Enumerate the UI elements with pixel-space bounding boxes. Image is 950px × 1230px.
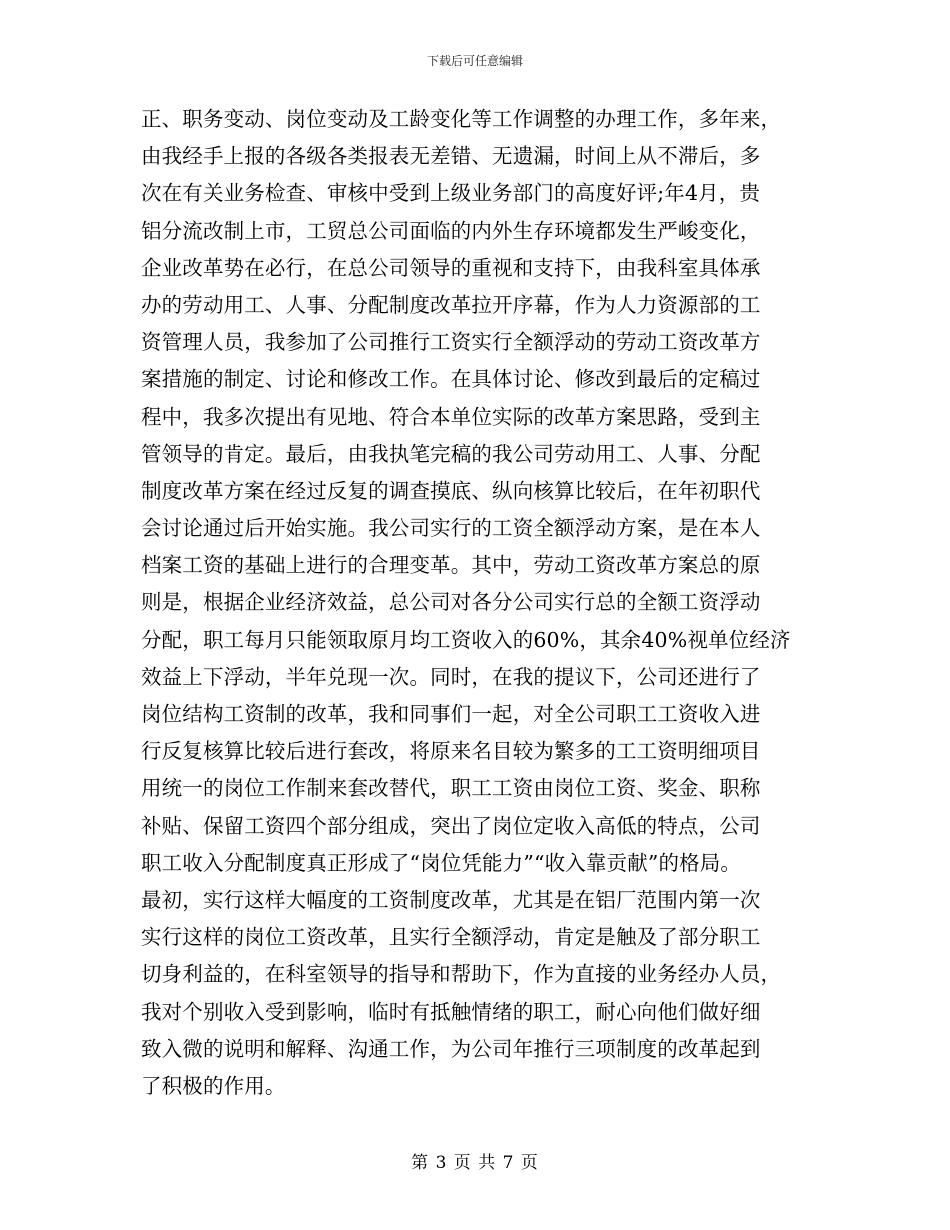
text-line: 效益上下浮动，半年兑现一次。同时，在我的提议下，公司还进行了 — [141, 664, 761, 689]
text-line: 最初，实行这样大幅度的工资制度改革，尤其是在铝厂范围内第一次 — [141, 887, 761, 912]
text-line: 致入微的说明和解释、沟通工作，为公司年推行三项制度的改革起到 — [141, 1036, 761, 1061]
text-line: 次在有关业务检查、审核中受到上级业务部门的高度好评;年4月，贵 — [141, 181, 761, 206]
text-line: 企业改革势在必行，在总公司领导的重视和支持下，由我科室具体承 — [141, 255, 761, 280]
text-line: 管领导的肯定。最后，由我执笔完稿的我公司劳动用工、人事、分配 — [141, 441, 761, 466]
text-line: 岗位结构工资制的改革，我和同事们一起，对全公司职工工资收入进 — [141, 702, 761, 726]
text-line: 分配，职工每月只能领取原月均工资收入的60%，其余40%视单位经济 — [141, 627, 791, 652]
text-line: 制度改革方案在经过反复的调查摸底、纵向核算比较后，在年初职代 — [141, 478, 761, 503]
text-line: 则是，根据企业经济效益，总公司对各分公司实行总的全额工资浮动 — [141, 590, 761, 615]
text-line: 铝分流改制上市，工贸总公司面临的内外生存环境都发生严峻变化， — [141, 218, 761, 243]
text-line: 办的劳动用工、人事、分配制度改革拉开序幕，作为人力资源部的工 — [141, 292, 761, 317]
text-line: 正、职务变动、岗位变动及工龄变化等工作调整的办理工作，多年来， — [141, 107, 782, 131]
text-line: 案措施的制定、讨论和修改工作。在具体讨论、修改到最后的定稿过 — [141, 367, 761, 392]
page-header: 下载后可任意编辑 — [426, 54, 523, 68]
text-line: 职工收入分配制度真正形成了“岗位凭能力”“收入靠贡献”的格局。 — [141, 850, 742, 875]
body-text — [141, 101, 809, 1105]
text-line: 资管理人员，我参加了公司推行工资实行全额浮动的劳动工资改革方 — [141, 330, 761, 355]
text-line: 了积极的作用。 — [141, 1073, 286, 1098]
text-line: 实行这样的岗位工资改革，且实行全额浮动，肯定是触及了部分职工 — [141, 925, 761, 950]
text-line: 行反复核算比较后进行套改，将原来名目较为繁多的工工资明细项目 — [141, 739, 761, 764]
text-line: 补贴、保留工资四个部分组成，突出了岗位定收入高低的特点，公司 — [141, 813, 761, 838]
text-line: 会讨论通过后开始实施。我公司实行的工资全额浮动方案，是在本人 — [141, 516, 761, 541]
text-line: 程中，我多次提出有见地、符合本单位实际的改革方案思路，受到主 — [141, 404, 761, 429]
text-line: 用统一的岗位工作制来套改替代，职工工资由岗位工资、奖金、职称 — [141, 776, 761, 801]
text-line: 切身利益的，在科室领导的指导和帮助下，作为直接的业务经办人员， — [141, 962, 782, 987]
text-line: 我对个别收入受到影响，临时有抵触情绪的职工，耐心向他们做好细 — [141, 999, 761, 1024]
page-number: 第 3 页 共 7 页 — [411, 1153, 539, 1173]
text-line: 档案工资的基础上进行的合理变革。其中，劳动工资改革方案总的原 — [141, 553, 761, 578]
text-line: 由我经手上报的各级各类报表无差错、无遗漏，时间上从不滞后，多 — [141, 144, 761, 169]
